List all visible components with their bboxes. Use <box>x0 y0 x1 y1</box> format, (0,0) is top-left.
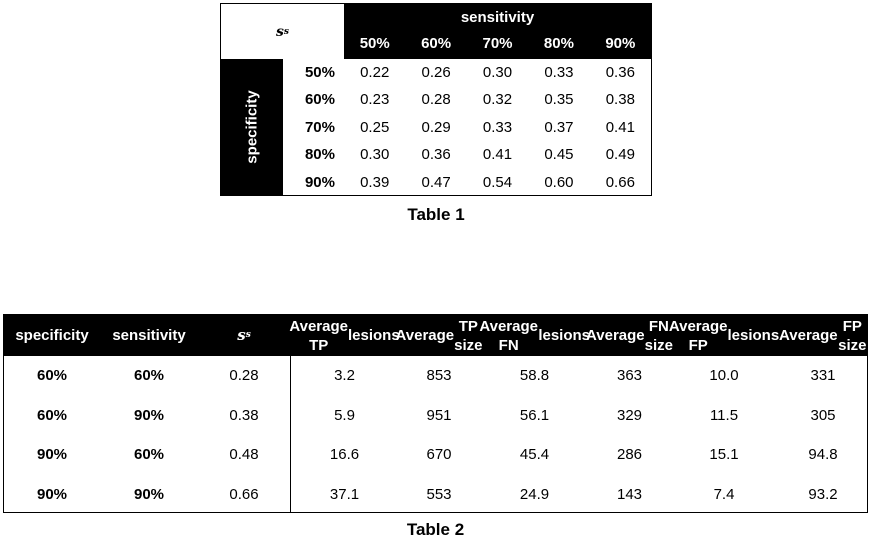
table-cell: 670 <box>426 446 452 464</box>
table-cell: 329 <box>616 406 643 424</box>
table-cell: 93.2 <box>808 485 838 503</box>
table-cell: 951 <box>426 406 452 424</box>
table-cell: 0.22 <box>360 64 390 81</box>
table-2-caption: Table 2 <box>406 520 465 539</box>
table-cell: 0.26 <box>421 64 451 81</box>
table-cell: 143 <box>616 485 643 503</box>
table-cell: 0.60 <box>544 173 574 191</box>
table-cell: 0.38 <box>229 406 259 424</box>
column-label: 60% <box>421 35 452 52</box>
header-line: Average TP <box>289 317 348 354</box>
header-avg-tp-lesions <box>290 315 399 356</box>
table-row <box>4 435 867 475</box>
header-line: Average FN <box>479 317 538 354</box>
table-cell: 60% <box>133 367 165 385</box>
table-cell: 0.33 <box>482 118 513 136</box>
table-1 <box>220 3 652 196</box>
table-cell: 60% <box>36 367 68 385</box>
table-cell: 15.1 <box>709 446 739 464</box>
table-cell: 0.49 <box>605 146 635 164</box>
table-cell: 0.37 <box>544 118 574 136</box>
column-divider <box>290 356 291 512</box>
header-avg-tp-size <box>395 315 483 356</box>
header-specificity: specificity <box>15 327 89 344</box>
header-line: FP size <box>838 317 867 354</box>
table-cell: 94.8 <box>808 446 838 464</box>
ss-symbol-header <box>221 4 344 59</box>
table-cell: 0.54 <box>482 173 513 191</box>
table-cell: 0.39 <box>360 173 390 191</box>
table-cell: 0.23 <box>360 91 390 109</box>
header-line: lesions <box>727 327 780 344</box>
table-cell: 90% <box>36 446 68 464</box>
table-cell: 45.4 <box>519 446 550 464</box>
table-cell: 0.66 <box>229 485 259 503</box>
row-group-header <box>221 59 283 195</box>
row-labels <box>283 59 344 195</box>
table-cell: 11.5 <box>709 406 739 424</box>
header-avg-fp-size <box>779 315 867 356</box>
table-body <box>344 59 651 195</box>
ss-symbol: s <box>237 326 246 344</box>
table-row <box>4 356 867 396</box>
table-cell: 305 <box>810 406 836 424</box>
row-label: 50% <box>304 64 335 81</box>
column-label: 50% <box>359 35 390 52</box>
table-cell: 5.9 <box>334 406 355 424</box>
table-cell: 0.36 <box>605 64 635 81</box>
table-cell: 60% <box>133 446 165 464</box>
row-label: 60% <box>304 91 335 109</box>
table-cell: 0.41 <box>482 146 513 164</box>
table-cell: 0.30 <box>360 146 390 164</box>
table-cell: 0.25 <box>360 118 390 136</box>
table-cell: 90% <box>133 485 165 503</box>
table-row <box>4 396 867 436</box>
table-cell: 90% <box>36 485 68 503</box>
column-label: 70% <box>482 35 513 52</box>
header-line: Average <box>395 327 455 344</box>
table-cell: 56.1 <box>519 406 550 424</box>
header-line: TP size <box>454 317 483 354</box>
header-sensitivity: sensitivity <box>112 327 186 344</box>
header-ss <box>198 315 290 356</box>
header-avg-fp-lesions <box>669 315 779 356</box>
table-2 <box>3 314 868 513</box>
table-cell: 0.47 <box>421 173 451 191</box>
column-label: 80% <box>543 35 574 52</box>
ss-subscript: s <box>245 330 251 340</box>
table-cell: 0.66 <box>605 173 635 191</box>
row-label: 80% <box>304 146 335 164</box>
table-cell: 0.36 <box>421 146 451 164</box>
header-line: FN size <box>644 317 674 354</box>
table-row <box>344 59 651 86</box>
table-cell: 363 <box>616 367 643 385</box>
table-cell: 3.2 <box>334 367 355 385</box>
ss-symbol: s <box>276 23 284 40</box>
table-cell: 0.48 <box>229 446 259 464</box>
table-cell: 10.0 <box>709 367 739 385</box>
table-header <box>4 315 867 356</box>
table-cell: 0.30 <box>482 64 513 81</box>
table-cell: 853 <box>426 367 452 385</box>
table-1-caption: Table 1 <box>407 205 465 224</box>
table-cell: 331 <box>810 367 836 385</box>
header-avg-fn-size <box>586 315 674 356</box>
table-row <box>344 86 651 113</box>
sensitivity-group-label: sensitivity <box>460 9 535 26</box>
table-cell: 0.28 <box>421 91 451 109</box>
table-cell: 37.1 <box>329 485 360 503</box>
row-label: 70% <box>304 118 335 136</box>
table-row <box>344 169 651 196</box>
ss-subscript: s <box>283 26 289 37</box>
header-avg-fn-lesions <box>479 315 590 356</box>
header-line: Average <box>779 327 838 344</box>
header-line: lesions <box>538 327 590 344</box>
table-cell: 0.35 <box>544 91 574 109</box>
table-cell: 0.28 <box>229 367 259 385</box>
column-header <box>344 4 651 59</box>
table-cell: 7.4 <box>713 485 735 503</box>
table-cell: 0.38 <box>605 91 635 109</box>
header-line: Average <box>586 327 645 344</box>
table-cell: 0.33 <box>544 64 574 81</box>
table-cell: 0.29 <box>421 118 451 136</box>
table-cell: 60% <box>36 406 68 424</box>
table-cell: 0.32 <box>482 91 513 109</box>
table-cell: 16.6 <box>329 446 360 464</box>
table-cell: 0.41 <box>605 118 635 136</box>
table-row <box>344 141 651 168</box>
column-label: 90% <box>605 35 636 52</box>
header-line: Average FP <box>668 317 728 354</box>
specificity-group-label: specificity <box>243 90 261 164</box>
table-row <box>344 114 651 141</box>
table-row <box>4 475 867 515</box>
table-cell: 58.8 <box>519 367 550 385</box>
table-cell: 0.45 <box>544 146 574 164</box>
row-label: 90% <box>304 173 335 191</box>
table-cell: 553 <box>426 485 452 503</box>
header-line: lesions <box>347 327 400 344</box>
table-cell: 24.9 <box>519 485 550 503</box>
table-cell: 90% <box>133 406 165 424</box>
table-cell: 286 <box>616 446 643 464</box>
